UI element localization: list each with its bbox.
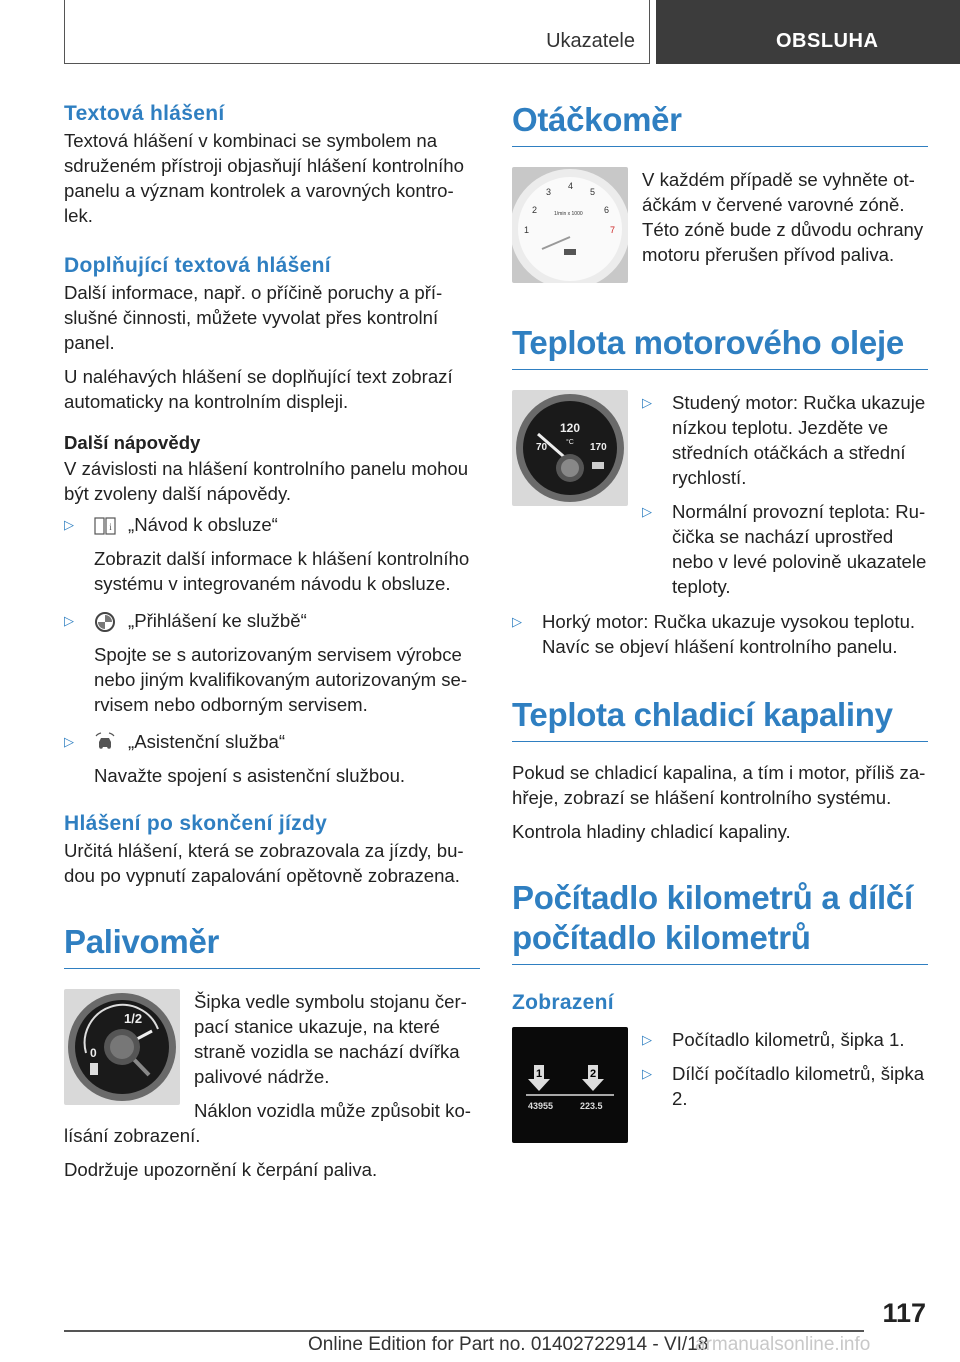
odometer-text: Počítadlo kilometrů, šipka 1. [672,1029,905,1050]
svg-text:5: 5 [590,187,596,197]
list-item-cold-engine [642,390,928,490]
heading-oil-temperature: Teplota motorového oleje [512,323,928,370]
svg-text:4: 4 [568,181,574,191]
paragraph-further-help: V závislosti na hlášení kontrolního panelu mohou být zvoleny další nápovědy. [64,458,469,504]
fuel-paragraph-3: Dodržuje upozornění k čerpání paliva. [64,1159,378,1181]
heading-odometer: Počítadlo kilometrů a dílčí počítadlo kilometrů [512,878,928,965]
bmw-service-icon [94,611,116,633]
page-number: 117 [882,1298,926,1328]
fuel-gauge-image [64,989,180,1105]
footer-edition: Online Edition for Part no. 01402722914 - VI/18 [308,1334,709,1355]
fuel-section [64,989,480,1182]
heading-coolant-temperature: Teplota chladicí kapaliny [512,695,928,742]
fuel-paragraph-1: Šipka vedle symbolu stojanu čer-pací stanice ukazuje, na které straně vozidla se nachází dvířka palivové nádrže. [194,991,467,1088]
tachometer-section [512,167,928,289]
bullet-triangle-icon: ▷ [642,1066,652,1081]
paragraph-additional-1: Další informace, např. o příčině poruchy a pří-slušné činnosti, můžete vyvolat přes kontrolní panel. [64,282,443,353]
footer-divider [64,1330,864,1332]
left-column [64,100,480,1182]
heading-fuel-gauge: Palivoměr [64,922,480,969]
hot-engine-text: Horký motor: Ručka ukazuje vysokou teplotu. Navíc se objeví hlášení kontrolního panelu. [542,611,916,657]
oil-temp-section [512,390,928,599]
assistance-description: Navažte spojení s asistenční službou. [94,765,406,787]
header-chapter-title: OBSLUHA [776,30,879,52]
normal-temp-text: Normální provozní teplota: Ru-čička se nachází uprostřed nebo v levé polovině ukazatele teploty. [672,501,927,597]
odometer-section [512,1027,928,1149]
list-item-manual [64,512,480,596]
assistance-car-icon [94,732,116,754]
paragraph-additional-2: U naléhavých hlášení se doplňující text zobrazí automaticky na kontrolním displeji. [64,366,453,412]
svg-text:2: 2 [532,205,538,215]
list-item-service [64,608,480,717]
oil-temperature-gauge-image [512,390,628,506]
list-item-assistance [64,729,480,788]
manual-description: Zobrazit další informace k hlášení kontrolního systému v integrovaném návodu k obsluze. [94,548,470,594]
list-item-hot-engine [512,609,928,659]
heading-tachometer: Otáčkoměr [512,100,928,147]
svg-text:0: 0 [90,1046,97,1061]
heading-end-messages: Hlášení po skončení jízdy [64,812,328,836]
svg-text:6: 6 [604,205,610,215]
bullet-triangle-icon: ▷ [642,395,652,410]
list-item-odometer [642,1027,928,1052]
bullet-triangle-icon: ▷ [64,517,74,532]
heading-further-help: Další nápovědy [64,432,201,453]
coolant-paragraph-1: Pokud se chladicí kapalina, a tím i motor, příliš za-hřeje, zobrazí se hlášení kontrolního systému. [512,762,926,808]
svg-text:2: 2 [590,1068,597,1080]
tachometer-image [512,167,628,283]
list-item-trip-odometer [642,1061,928,1111]
book-icon [94,516,116,536]
header-section-box [64,0,650,64]
odometer-display-image [512,1027,628,1143]
tachometer-paragraph: V každém případě se vyhněte ot-áčkám v červené varovné zóně. Této zóně bude z důvodu ochrany motoru přerušen přívod paliva. [642,169,924,265]
svg-text:1: 1 [536,1068,543,1080]
svg-text:i: i [109,522,112,533]
right-column [512,100,928,1149]
heading-additional-messages: Doplňující textová hlášení [64,254,331,277]
assistance-label: „Asistenční služba“ [128,731,286,753]
fuel-paragraph-2: Náklon vozidla může způsobit ko-lísání zobrazení. [64,1100,471,1147]
manual-label: „Návod k obsluze“ [128,514,278,535]
watermark: armanualsonline.info [695,1334,871,1355]
bullet-triangle-icon: ▷ [64,734,74,750]
service-label: „Přihlášení ke službě“ [128,610,307,631]
svg-text:1/min x 1000: 1/min x 1000 [554,211,583,217]
svg-text:1/2: 1/2 [124,1011,143,1027]
svg-text:70: 70 [536,442,548,453]
header-section-title: Ukazatele [546,30,635,52]
svg-text:170: 170 [590,442,607,453]
svg-text:43955: 43955 [528,1101,554,1111]
svg-text:7: 7 [610,225,616,235]
svg-text:120: 120 [560,421,581,435]
heading-text-messages: Textová hlášení [64,102,225,125]
bullet-triangle-icon: ▷ [642,1032,652,1047]
svg-text:1: 1 [524,225,530,235]
svg-text:3: 3 [546,187,552,197]
svg-text:223.5: 223.5 [580,1101,603,1111]
service-description: Spojte se s autorizovaným servisem výrobce nebo jiným kvalifikovaným autorizovaným se-rvisem nebo odborným servisem. [94,644,468,716]
trip-odometer-text: Dílčí počítadlo kilometrů, šipka 2. [672,1063,925,1109]
heading-display: Zobrazení [512,991,614,1014]
paragraph-end-messages: Určitá hlášení, která se zobrazovala za jízdy, bu-dou po vypnutí zapalování opětovně zobrazena. [64,840,464,887]
bullet-triangle-icon: ▷ [512,614,522,629]
header-chapter-box [656,0,960,64]
cold-engine-text: Studený motor: Ručka ukazuje nízkou teplotu. Jezděte ve středních otáčkách a střední rychlostí. [672,392,926,488]
list-item-normal-temp [642,499,928,599]
svg-text:°C: °C [566,439,574,446]
coolant-paragraph-2: Kontrola hladiny chladicí kapaliny. [512,821,791,842]
bullet-triangle-icon: ▷ [64,613,74,628]
bullet-triangle-icon: ▷ [642,504,652,519]
paragraph-text-messages: Textová hlášení v kombinaci se symbolem na sdruženém přístroji objasňují hlášení kontrolního panelu a význam kontrolek a varovných kontro-lek. [64,130,464,226]
